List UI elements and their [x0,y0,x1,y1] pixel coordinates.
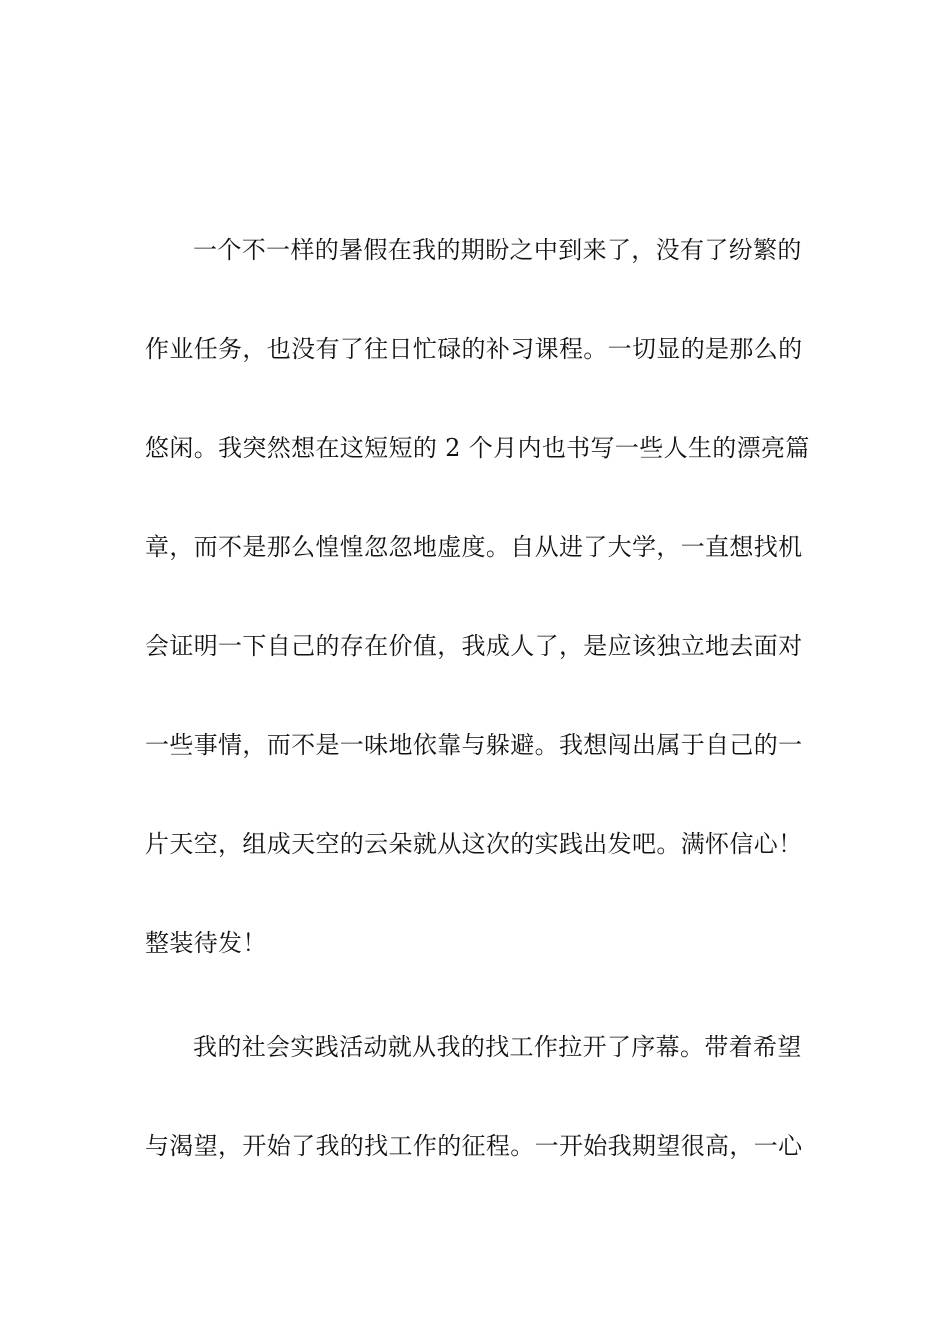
paragraph-line: 整装待发！ [145,929,267,957]
paragraph-line: 与渴望，开始了我的找工作的征程。一开始我期望很高，一心 [145,1132,803,1160]
paragraph-line: 一些事情，而不是一味地依靠与躲避。我想闯出属于自己的一 [145,731,803,759]
paragraph-line: 作业任务，也没有了往日忙碌的补习课程。一切显的是那么的 [145,335,803,363]
paragraph-line: 章，而不是那么惶惶忽忽地虚度。自从进了大学，一直想找机 [145,533,803,561]
paragraph-line: 片天空，组成天空的云朵就从这次的实践出发吧。满怀信心！ [145,830,803,858]
paragraph-line: 一个不一样的暑假在我的期盼之中到来了，没有了纷繁的 [193,236,802,264]
paragraph-line: 悠闲。我突然想在这短短的 2 个月内也书写一些人生的漂亮篇 [145,434,810,462]
paragraph-line: 会证明一下自己的存在价值，我成人了，是应该独立地去面对 [145,632,803,660]
paragraph-line: 我的社会实践活动就从我的找工作拉开了序幕。带着希望 [193,1033,802,1061]
